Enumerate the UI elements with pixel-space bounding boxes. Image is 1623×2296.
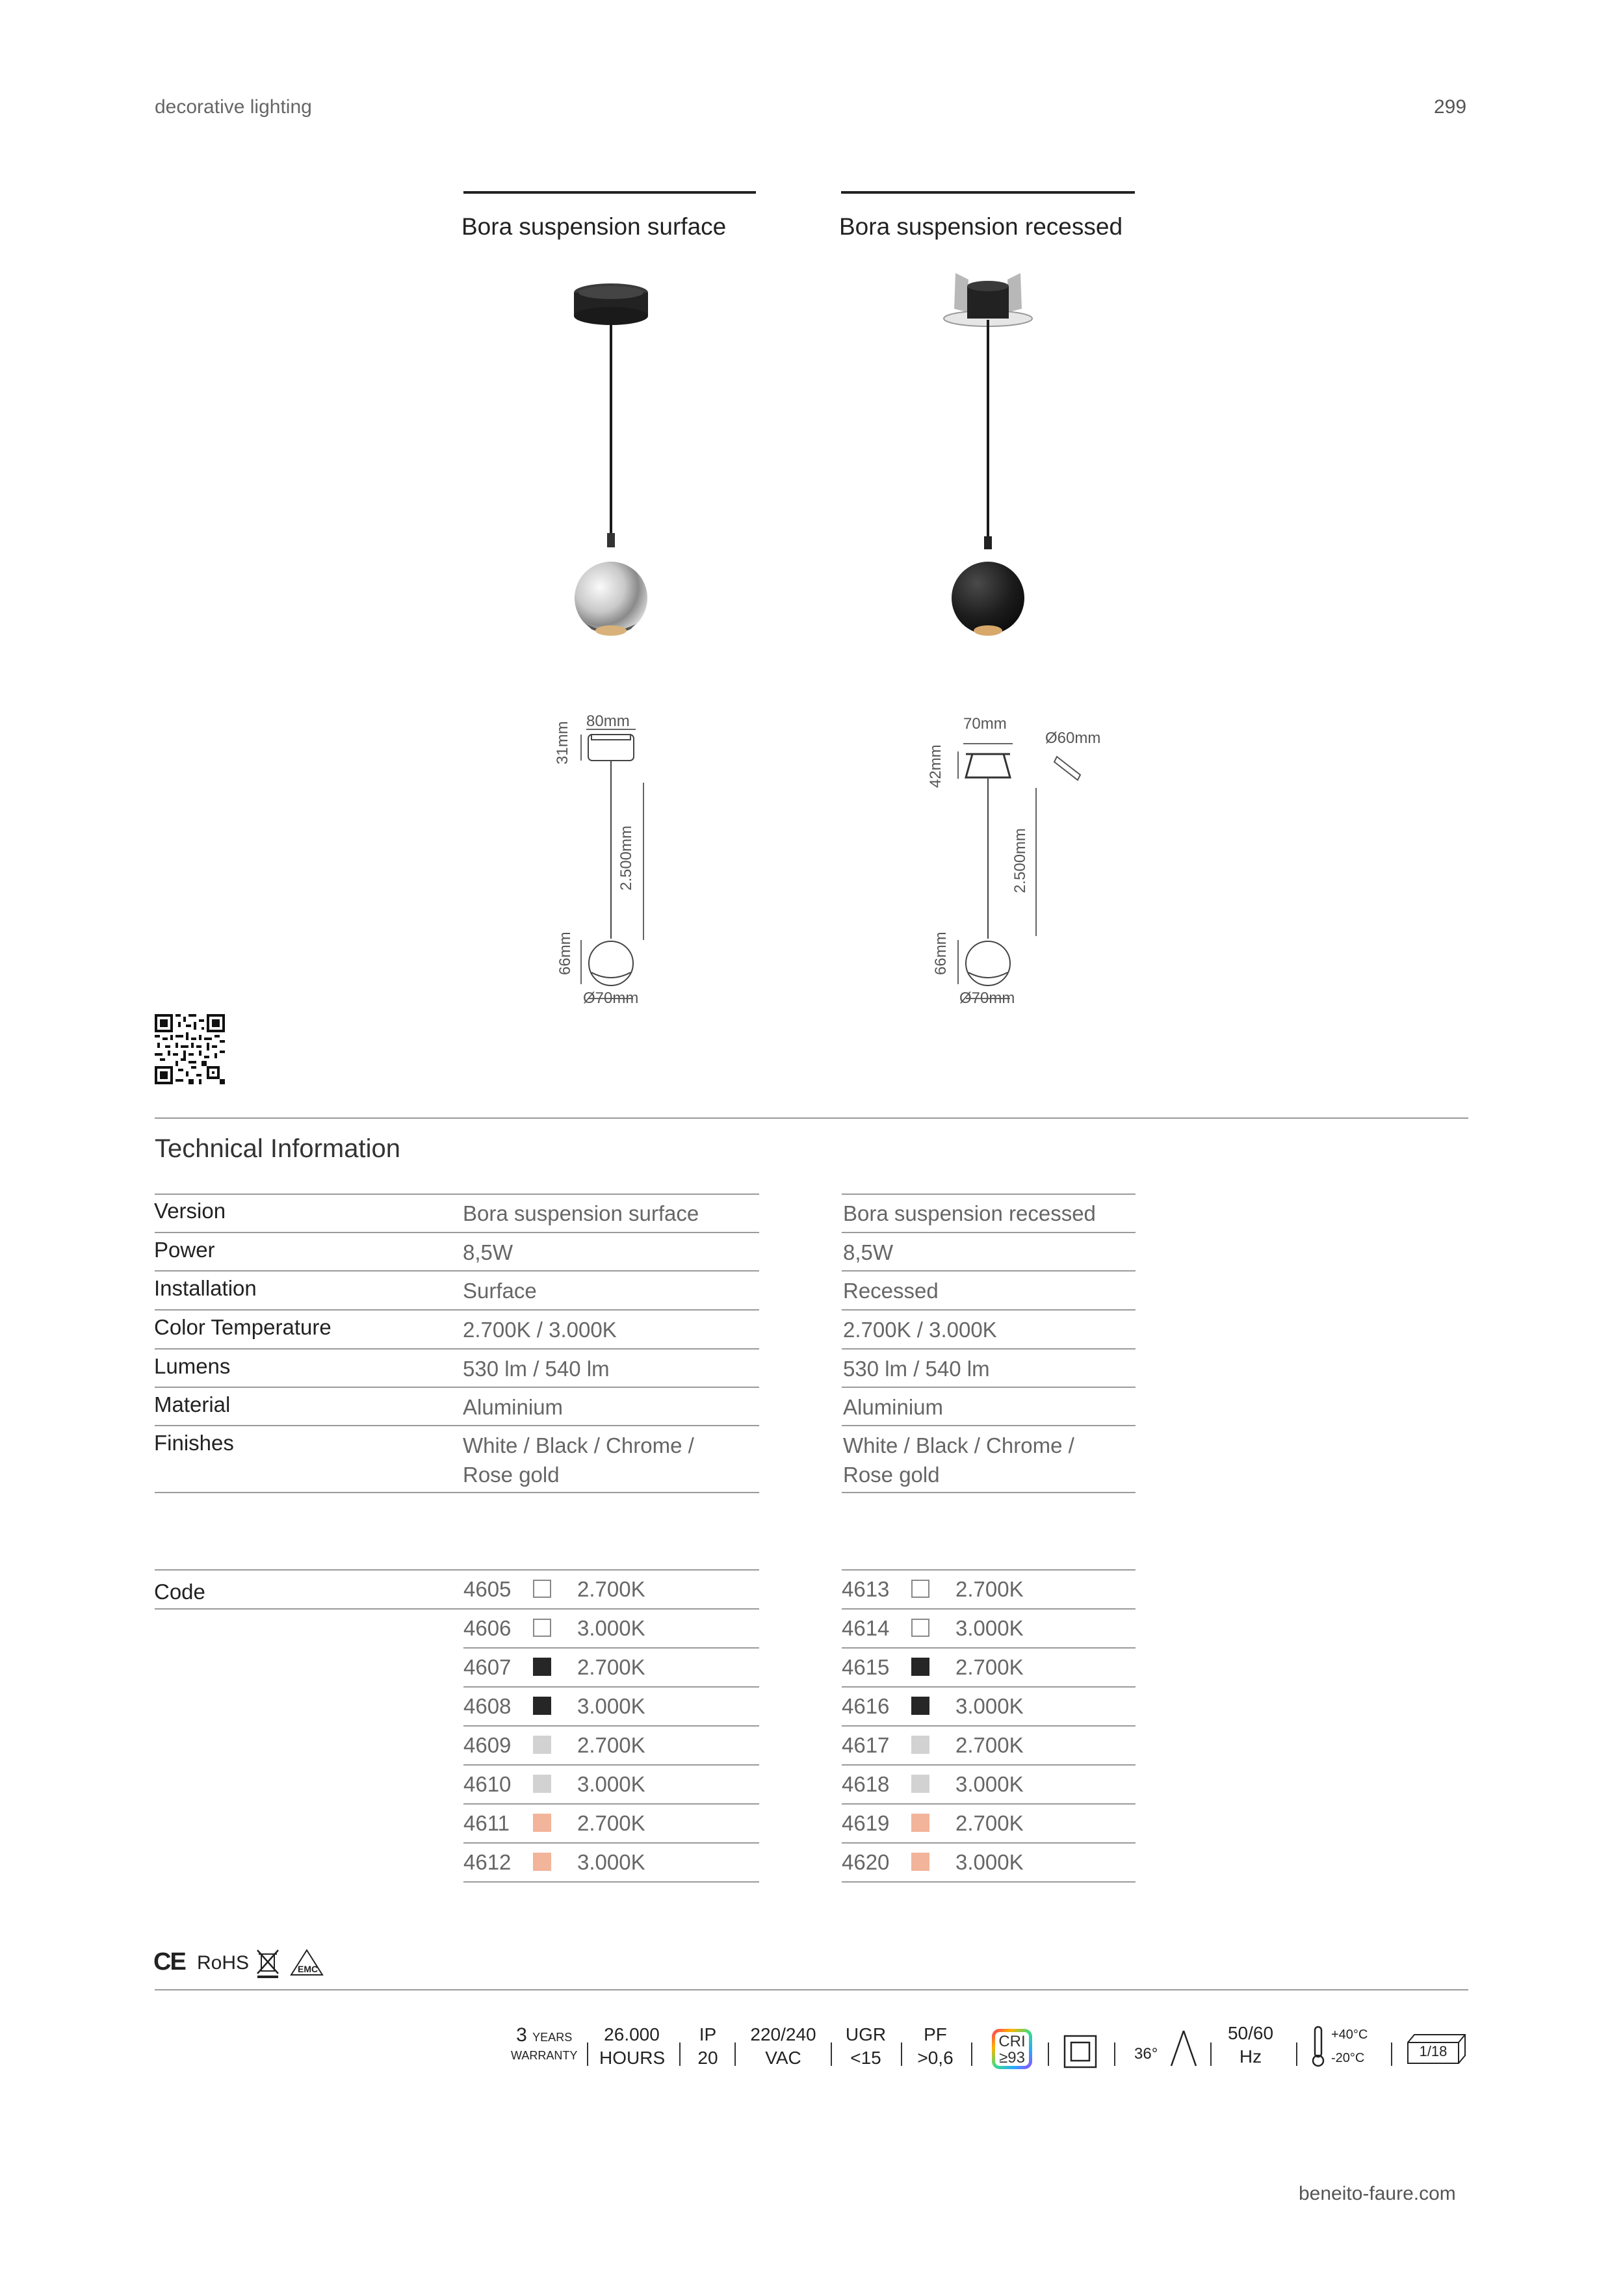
code-row-rule	[842, 1686, 1136, 1688]
tech-row-label: Finishes	[154, 1431, 234, 1455]
beam-angle-value: 36°	[1134, 2045, 1158, 2063]
tech-row-label: Lumens	[154, 1354, 231, 1378]
warranty-number: 3	[516, 2024, 527, 2046]
pf-value: >0,6	[917, 2048, 954, 2068]
product-title-surface: Bora suspension surface	[461, 213, 727, 240]
code-number: 4609	[463, 1733, 512, 1757]
pf-label: PF	[924, 2024, 947, 2044]
code-row-rule	[842, 1842, 1136, 1844]
code-color-temperature: 3.000K	[955, 1694, 1024, 1718]
code-number: 4618	[842, 1772, 890, 1796]
tech-row-value-surface: Aluminium	[463, 1395, 564, 1419]
finish-swatch-white	[533, 1619, 551, 1637]
table-row-rule	[842, 1492, 1136, 1493]
dim-cutout-recessed: Ø60mm	[1045, 729, 1101, 747]
table-row-rule	[842, 1309, 1136, 1311]
spec-separator	[971, 2042, 972, 2066]
spec-ip	[692, 2023, 724, 2070]
website-link[interactable]: beneito-faure.com	[1299, 2183, 1456, 2204]
finish-swatch-white	[911, 1619, 929, 1637]
code-row-rule	[842, 1608, 1136, 1610]
tech-row-value-recessed: Recessed	[843, 1279, 939, 1303]
tech-row-value-recessed: White / Black / Chrome /	[843, 1433, 1074, 1457]
spec-hours	[599, 2023, 664, 2070]
svg-text:EMC: EMC	[298, 1964, 318, 1974]
table-row-rule	[842, 1270, 1136, 1272]
dim-height-sphere-surface: 66mm	[556, 932, 574, 975]
table-row-rule	[842, 1425, 1136, 1426]
code-color-temperature: 2.700K	[577, 1811, 645, 1835]
tech-row-value-recessed-cont: Rose gold	[843, 1463, 940, 1487]
code-number: 4614	[842, 1616, 890, 1640]
finish-swatch-rose	[533, 1853, 551, 1871]
warranty-word: WARRANTY	[511, 2049, 578, 2062]
code-label: Code	[154, 1580, 205, 1604]
spec-voltage	[747, 2023, 819, 2070]
column-top-rule	[463, 191, 756, 194]
section-divider	[155, 1117, 1468, 1119]
spec-separator	[901, 2042, 902, 2066]
finish-swatch-white	[533, 1580, 551, 1598]
cri-badge	[992, 2029, 1032, 2069]
finish-swatch-chrome	[533, 1736, 551, 1754]
spec-separator	[1048, 2042, 1049, 2066]
tech-row-value-surface: 2.700K / 3.000K	[463, 1318, 617, 1342]
voltage-value: 220/240	[750, 2024, 816, 2044]
tech-row-value-recessed: 8,5W	[843, 1240, 894, 1264]
code-number: 4617	[842, 1733, 890, 1757]
dim-diameter-recessed: Ø70mm	[959, 989, 1015, 1007]
finish-swatch-black	[911, 1658, 929, 1676]
tech-row-value-surface: 8,5W	[463, 1240, 513, 1264]
temp-min: -20°C	[1331, 2051, 1365, 2065]
code-number: 4613	[842, 1577, 890, 1601]
dim-height-top-recessed: 42mm	[927, 744, 944, 788]
tech-info-title: Technical Information	[155, 1134, 400, 1163]
code-number: 4620	[842, 1850, 890, 1874]
tech-row-value-surface: Bora suspension surface	[463, 1201, 699, 1225]
ugr-value: <15	[850, 2048, 881, 2068]
code-color-temperature: 2.700K	[577, 1733, 645, 1757]
code-row-rule	[155, 1569, 759, 1571]
table-row-rule	[842, 1194, 1136, 1195]
code-row-rule	[842, 1569, 1136, 1571]
voltage-label: VAC	[765, 2048, 801, 2068]
finish-swatch-white	[911, 1580, 929, 1598]
code-color-temperature: 3.000K	[577, 1772, 645, 1796]
cri-value: ≥93	[999, 2049, 1025, 2067]
spec-separator	[831, 2042, 832, 2066]
weee-bin-icon	[255, 1948, 281, 1979]
spec-temperature	[1331, 2023, 1368, 2070]
footer-divider	[155, 1989, 1468, 1990]
beam-angle-icon	[1167, 2028, 1200, 2068]
code-row-rule	[463, 1647, 759, 1649]
code-row-rule	[463, 1803, 759, 1805]
code-row-rule	[155, 1608, 759, 1610]
dim-cable-surface: 2.500mm	[617, 825, 635, 891]
code-number: 4611	[463, 1811, 510, 1835]
code-row-rule	[842, 1647, 1136, 1649]
code-color-temperature: 2.700K	[577, 1577, 645, 1601]
code-number: 4615	[842, 1655, 890, 1679]
spec-separator	[1210, 2042, 1212, 2066]
tech-row-value-recessed: 530 lm / 540 lm	[843, 1357, 990, 1381]
tech-row-label: Version	[154, 1199, 226, 1223]
finish-swatch-rose	[911, 1853, 929, 1871]
spec-separator	[1114, 2042, 1115, 2066]
table-row-rule	[155, 1348, 759, 1350]
code-number: 4608	[463, 1694, 512, 1718]
product-photo-surface	[539, 273, 682, 650]
code-number: 4616	[842, 1694, 890, 1718]
class-ii-insulation-icon	[1063, 2035, 1097, 2068]
code-row-rule	[463, 1686, 759, 1688]
finish-swatch-chrome	[911, 1736, 929, 1754]
code-row-rule	[842, 1764, 1136, 1766]
product-photo-recessed	[916, 273, 1059, 650]
table-row-rule	[842, 1387, 1136, 1388]
section-title: decorative lighting	[155, 96, 312, 118]
spec-separator	[587, 2042, 588, 2066]
code-color-temperature: 3.000K	[955, 1772, 1024, 1796]
frequency-value: 50/60	[1227, 2023, 1274, 2043]
code-number: 4607	[463, 1655, 512, 1679]
table-row-rule	[842, 1348, 1136, 1350]
code-row-rule	[463, 1725, 759, 1727]
code-color-temperature: 3.000K	[955, 1850, 1024, 1874]
dim-width-surface: 80mm	[586, 712, 630, 730]
tech-row-label: Power	[154, 1238, 215, 1262]
warranty-years: YEARS	[532, 2031, 573, 2044]
finish-swatch-black	[533, 1697, 551, 1715]
code-row-rule	[842, 1725, 1136, 1727]
temp-max: +40°C	[1331, 2028, 1368, 2042]
tech-row-value-recessed: Aluminium	[843, 1395, 944, 1419]
dim-cable-recessed: 2.500mm	[1011, 828, 1029, 893]
code-number: 4606	[463, 1616, 512, 1640]
dim-height-top-surface: 31mm	[554, 721, 571, 764]
page-number: 299	[1434, 96, 1467, 118]
tech-row-value-recessed: 2.700K / 3.000K	[843, 1318, 997, 1342]
table-row-rule	[155, 1270, 759, 1272]
spec-pf	[913, 2023, 958, 2070]
finish-swatch-black	[911, 1697, 929, 1715]
tech-row-label: Installation	[154, 1276, 257, 1300]
code-color-temperature: 3.000K	[955, 1616, 1024, 1640]
product-title-recessed: Bora suspension recessed	[839, 213, 1123, 240]
emc-mark-icon	[290, 1949, 324, 1977]
spec-separator	[1391, 2042, 1392, 2066]
rohs-mark: RoHS	[197, 1952, 250, 1974]
table-row-rule	[155, 1387, 759, 1388]
ip-value: 20	[697, 2048, 718, 2068]
code-color-temperature: 2.700K	[577, 1655, 645, 1679]
tech-row-value-surface: White / Black / Chrome /	[463, 1433, 694, 1457]
code-color-temperature: 2.700K	[955, 1655, 1024, 1679]
spec-frequency	[1223, 2022, 1278, 2068]
tech-row-label: Material	[154, 1392, 231, 1416]
code-number: 4619	[842, 1811, 890, 1835]
code-row-rule	[463, 1881, 759, 1883]
ugr-label: UGR	[845, 2024, 887, 2044]
finish-swatch-chrome	[911, 1775, 929, 1793]
code-row-rule	[842, 1803, 1136, 1805]
spec-warranty	[511, 2024, 577, 2063]
code-number: 4605	[463, 1577, 512, 1601]
finish-swatch-rose	[533, 1814, 551, 1832]
hours-value: 26.000	[604, 2024, 660, 2044]
finish-swatch-chrome	[533, 1775, 551, 1793]
package-quantity: 1/18	[1419, 2043, 1448, 2059]
column-top-rule	[841, 191, 1135, 194]
code-number: 4612	[463, 1850, 512, 1874]
qr-code[interactable]	[155, 1014, 225, 1084]
thermometer-icon	[1309, 2024, 1327, 2068]
table-row-rule	[155, 1232, 759, 1233]
code-row-rule	[842, 1881, 1136, 1883]
tech-row-value-surface: 530 lm / 540 lm	[463, 1357, 610, 1381]
code-color-temperature: 3.000K	[577, 1616, 645, 1640]
table-row-rule	[155, 1194, 759, 1195]
spec-separator	[734, 2042, 736, 2066]
code-color-temperature: 3.000K	[577, 1850, 645, 1874]
spec-ugr	[843, 2023, 889, 2070]
spec-separator	[679, 2042, 681, 2066]
hours-label: HOURS	[599, 2048, 666, 2068]
code-row-rule	[463, 1764, 759, 1766]
code-color-temperature: 3.000K	[577, 1694, 645, 1718]
dim-height-sphere-recessed: 66mm	[932, 932, 950, 975]
ce-mark: CE	[153, 1948, 185, 1976]
code-color-temperature: 2.700K	[955, 1577, 1024, 1601]
table-row-rule	[842, 1232, 1136, 1233]
tech-row-value-surface: Surface	[463, 1279, 537, 1303]
ip-label: IP	[699, 2024, 717, 2044]
finish-swatch-black	[533, 1658, 551, 1676]
code-color-temperature: 2.700K	[955, 1811, 1024, 1835]
tech-row-label: Color Temperature	[154, 1315, 331, 1339]
dim-width-recessed: 70mm	[963, 715, 1007, 733]
dim-diameter-surface: Ø70mm	[583, 989, 639, 1007]
finish-swatch-rose	[911, 1814, 929, 1832]
table-row-rule	[155, 1425, 759, 1426]
table-row-rule	[155, 1309, 759, 1311]
spec-separator	[1296, 2042, 1297, 2066]
table-row-rule	[155, 1492, 759, 1493]
code-color-temperature: 2.700K	[955, 1733, 1024, 1757]
code-number: 4610	[463, 1772, 512, 1796]
code-row-rule	[463, 1842, 759, 1844]
tech-row-value-recessed: Bora suspension recessed	[843, 1201, 1096, 1225]
cri-label: CRI	[998, 2033, 1026, 2050]
frequency-label: Hz	[1239, 2046, 1262, 2067]
tech-row-value-surface-cont: Rose gold	[463, 1463, 560, 1487]
